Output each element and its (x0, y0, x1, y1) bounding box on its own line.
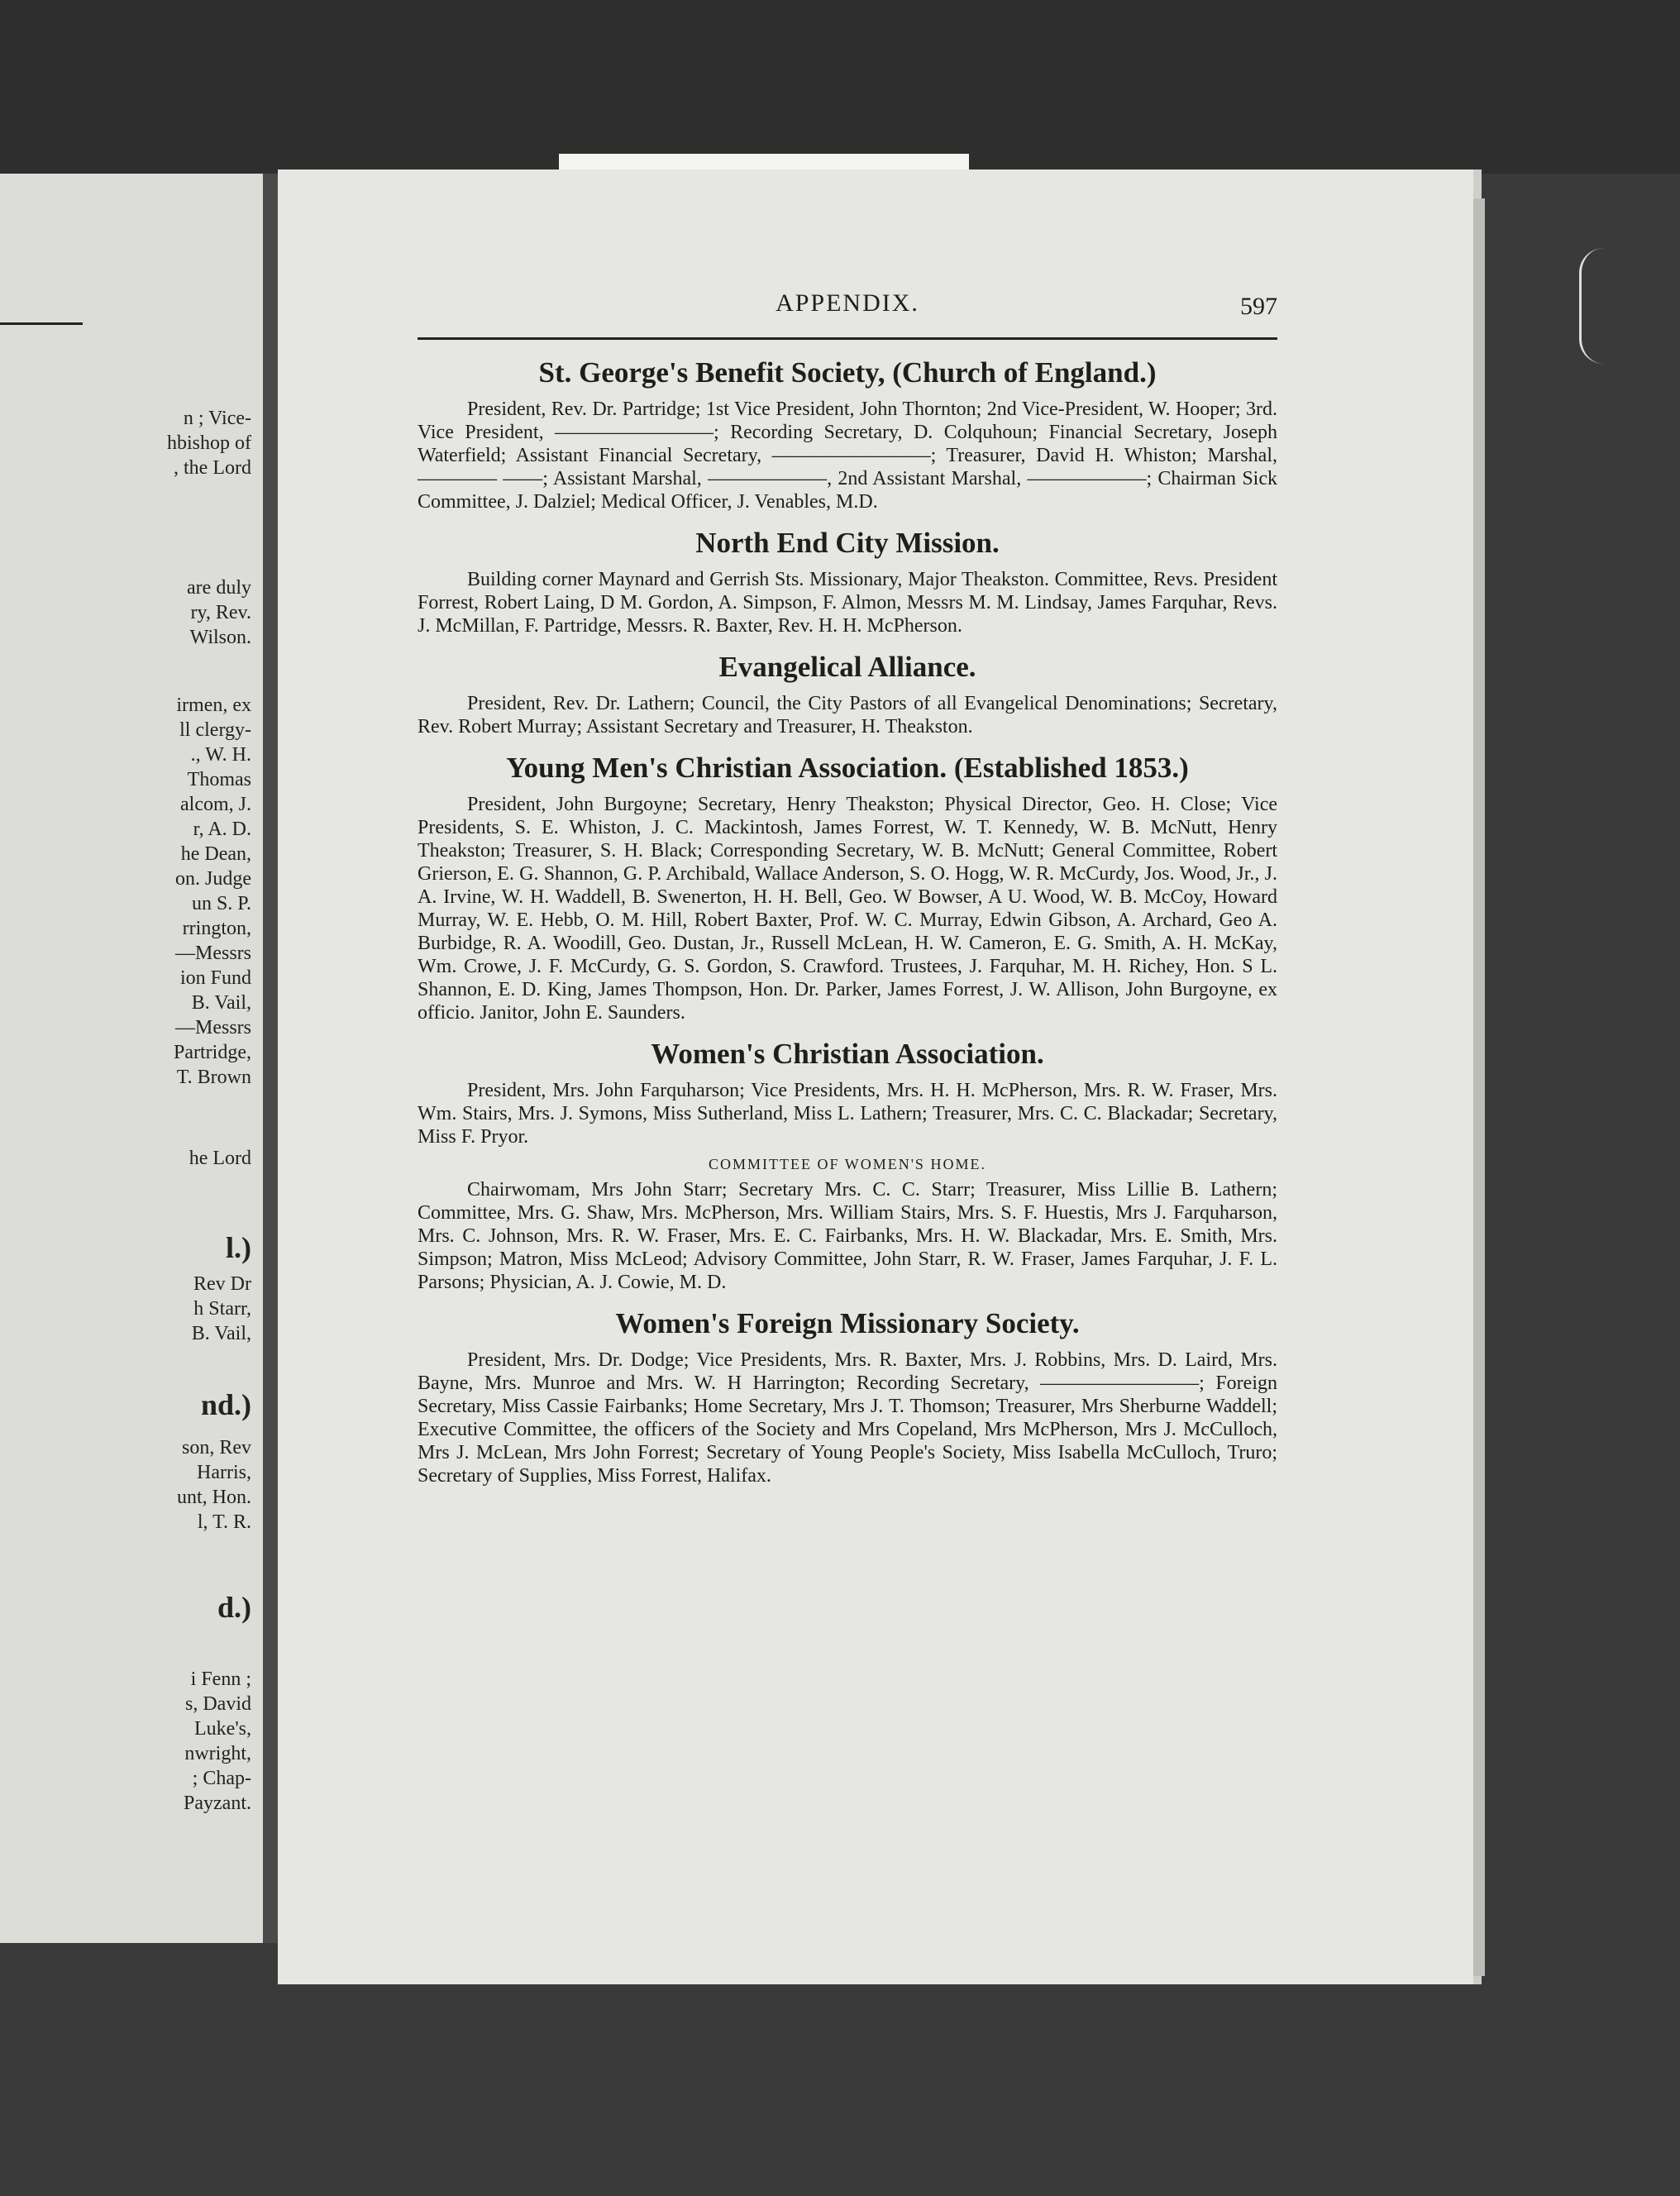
previous-page-fragment (0, 174, 263, 1943)
left-line: rrington, (182, 918, 251, 939)
page-edge (1473, 198, 1485, 1976)
left-line: Harris, (197, 1462, 251, 1483)
section-title: St. George's Benefit Society, (Church of England.) (538, 356, 1157, 389)
left-line: ry, Rev. (190, 602, 251, 623)
left-line: he Dean, (180, 843, 251, 865)
left-line: T. Brown (176, 1067, 251, 1088)
left-line: h Starr, (193, 1298, 251, 1320)
header-rule (418, 337, 1277, 340)
scan-background (0, 0, 1680, 174)
left-line: Thomas (187, 769, 251, 790)
header-title: APPENDIX. (776, 289, 919, 317)
section-body: President, Rev. Dr. Partridge; 1st Vice President, John Thornton; 2nd Vice-President, W. Hooper; 3rd. Vice President, ————————; Recording Secretary, D. Colquhoun; Financial Secretary, Joseph Waterfield; Assistant Financial Secretary, ————————; Treasurer, David H. Whiston; Marshal, ———— ——; Assistant Marshal, ——————, 2nd Assistant Marshal, ——————; Chairman Sick Committee, J. Dalziel; Medical Officer, J. Venables, M.D. (418, 399, 1277, 513)
left-line: ; Chap- (192, 1768, 251, 1789)
section-subtitle: COMMITTEE OF WOMEN'S HOME. (709, 1156, 986, 1172)
section-title: Women's Foreign Missionary Society. (615, 1307, 1080, 1339)
left-line: hbishop of (167, 432, 251, 454)
page-content (418, 289, 1277, 1487)
left-line: B. Vail, (191, 1323, 251, 1344)
left-line: r, A. D. (193, 819, 251, 840)
left-line: nd.) (200, 1388, 251, 1421)
left-line: Luke's, (194, 1718, 251, 1740)
left-line: Payzant. (184, 1793, 251, 1814)
section-body: Building corner Maynard and Gerrish Sts. Missionary, Major Theakston. Committee, Revs. President Forrest, Robert Laing, D M. Gordon, A. Simpson, F. Almon, Messrs M. M. Lindsay, James Farquhar, Revs. J. McMillan, F. Partridge, Messrs. R. Baxter, Rev. H. H. McPherson. (418, 569, 1277, 637)
left-line: on. Judge (175, 868, 251, 890)
left-line: s, David (185, 1693, 251, 1715)
left-line: irmen, ex (176, 695, 251, 716)
running-header (418, 289, 1277, 326)
left-line: Partridge, (174, 1042, 251, 1063)
section-body: President, Rev. Dr. Lathern; Council, the City Pastors of all Evangelical Denominations; Secretary, Rev. Robert Murray; Assistant Secretary and Treasurer, H. Theakston. (418, 693, 1277, 738)
left-line: alcom, J. (180, 794, 251, 815)
book-gutter (263, 174, 278, 1943)
left-line: l, T. R. (197, 1511, 251, 1533)
left-line: n ; Vice- (183, 408, 251, 429)
section-body: Chairwomam, Mrs John Starr; Secretary Mrs. C. C. Starr; Treasurer, Miss Lillie B. Lathern; Committee, Mrs. G. Shaw, Mrs. McPherson, Mrs. William Stairs, Mrs. S. F. Huestis, Mrs J. Farquharson, Mrs. C. Johnson, Mrs. R. W. Fraser, Mrs. E. C. Fairbanks, Mrs. H. W. Blackadar, Mrs. E. Smith, Mrs. Simpson; Matron, Miss McLeod; Advisory Committee, John Starr, R. W. Fraser, James Farquhar, J. F. L. Parsons; Physician, A. J. Cowie, M. D. (418, 1179, 1277, 1293)
left-line: ., W. H. (190, 744, 251, 766)
section-title: Evangelical Alliance. (718, 651, 976, 683)
page-number: 597 (1240, 293, 1277, 320)
left-line: d.) (217, 1591, 251, 1624)
left-line: , the Lord (174, 457, 251, 479)
left-line: son, Rev (182, 1437, 251, 1458)
left-line: Rev Dr (193, 1273, 251, 1295)
left-line: B. Vail, (191, 992, 251, 1014)
section-title: North End City Mission. (695, 527, 1000, 559)
left-line: —Messrs (174, 943, 251, 964)
section-body: President, Mrs. Dr. Dodge; Vice Presidents, Mrs. R. Baxter, Mrs. J. Robbins, Mrs. D. Laird, Mrs. Bayne, Mrs. Munroe and Mrs. W. H Harrington; Recording Secretary, ————————; Foreign Secretary, Miss Cassie Fairbanks; Home Secretary, Mrs J. T. Thomson; Treasurer, Mrs Sherburne Waddell; Executive Committee, the officers of the Society and Mrs Copeland, Mrs McPherson, Mrs J. McCulloch, Mrs J. McLean, Mrs John Forrest; Secretary of Young People's Society, Miss Isabella McCulloch, Truro; Secretary of Supplies, Miss Forrest, Halifax. (418, 1349, 1277, 1487)
left-line: ll clergy- (179, 719, 251, 741)
left-line: Wilson. (189, 627, 251, 648)
scan-mark (1579, 248, 1606, 364)
left-line: un S. P. (191, 893, 251, 914)
left-line: are duly (187, 577, 251, 599)
left-line: l.) (226, 1231, 251, 1264)
left-line: i Fenn ; (190, 1668, 251, 1690)
previous-page-rule (0, 322, 83, 325)
left-line: —Messrs (174, 1017, 251, 1038)
section-body: President, Mrs. John Farquharson; Vice Presidents, Mrs. H. H. McPherson, Mrs. R. W. Fraser, Mrs. Wm. Stairs, Mrs. J. Symons, Miss Sutherland, Miss L. Lathern; Treasurer, Mrs. C. C. Blackadar; Secretary, Miss F. Pryor. (418, 1080, 1277, 1148)
left-line: he Lord (189, 1148, 251, 1169)
section-title: Women's Christian Association. (651, 1038, 1044, 1070)
section-title: Young Men's Christian Association. (Established 1853.) (506, 752, 1189, 784)
left-line: ion Fund (179, 967, 251, 989)
left-line: nwright, (184, 1743, 251, 1764)
left-line: unt, Hon. (177, 1487, 251, 1508)
section-body: President, John Burgoyne; Secretary, Henry Theakston; Physical Director, Geo. H. Close; Vice Presidents, S. E. Whiston, J. C. Mackintosh, James Forrest, W. T. Kennedy, W. B. McNutt, Henry Theakston; Treasurer, S. H. Black; Corresponding Secretary, W. B. McNutt; General Committee, Robert Grierson, E. G. Shannon, G. P. Archibald, Wallace Anderson, S. O. Hogg, W. R. McCurdy, Jos. Wood, Jr., J. A. Irvine, W. H. Waddell, B. Swenerton, H. H. Bell, Geo. W Bowser, A U. Wood, W. B. McCoy, Howard Murray, W. E. Hebb, O. M. Hill, Robert Baxter, Prof. W. C. Murray, Edwin Gibson, A. Archard, Geo A. Burbidge, R. A. Woodill, Geo. Dustan, Jr., Russell McLean, H. W. Cameron, E. G. Smith, A. H. McKay, Wm. Crowe, J. F. McCurdy, G. S. Gordon, S. Crawford. Trustees, J. Farquhar, M. H. Richey, Hon. S L. Shannon, E. D. King, James Thompson, Hon. Dr. Parker, James Forrest, J. W. Allison, John Burgoyne, ex officio. Janitor, John E. Saunders. (418, 794, 1277, 1024)
